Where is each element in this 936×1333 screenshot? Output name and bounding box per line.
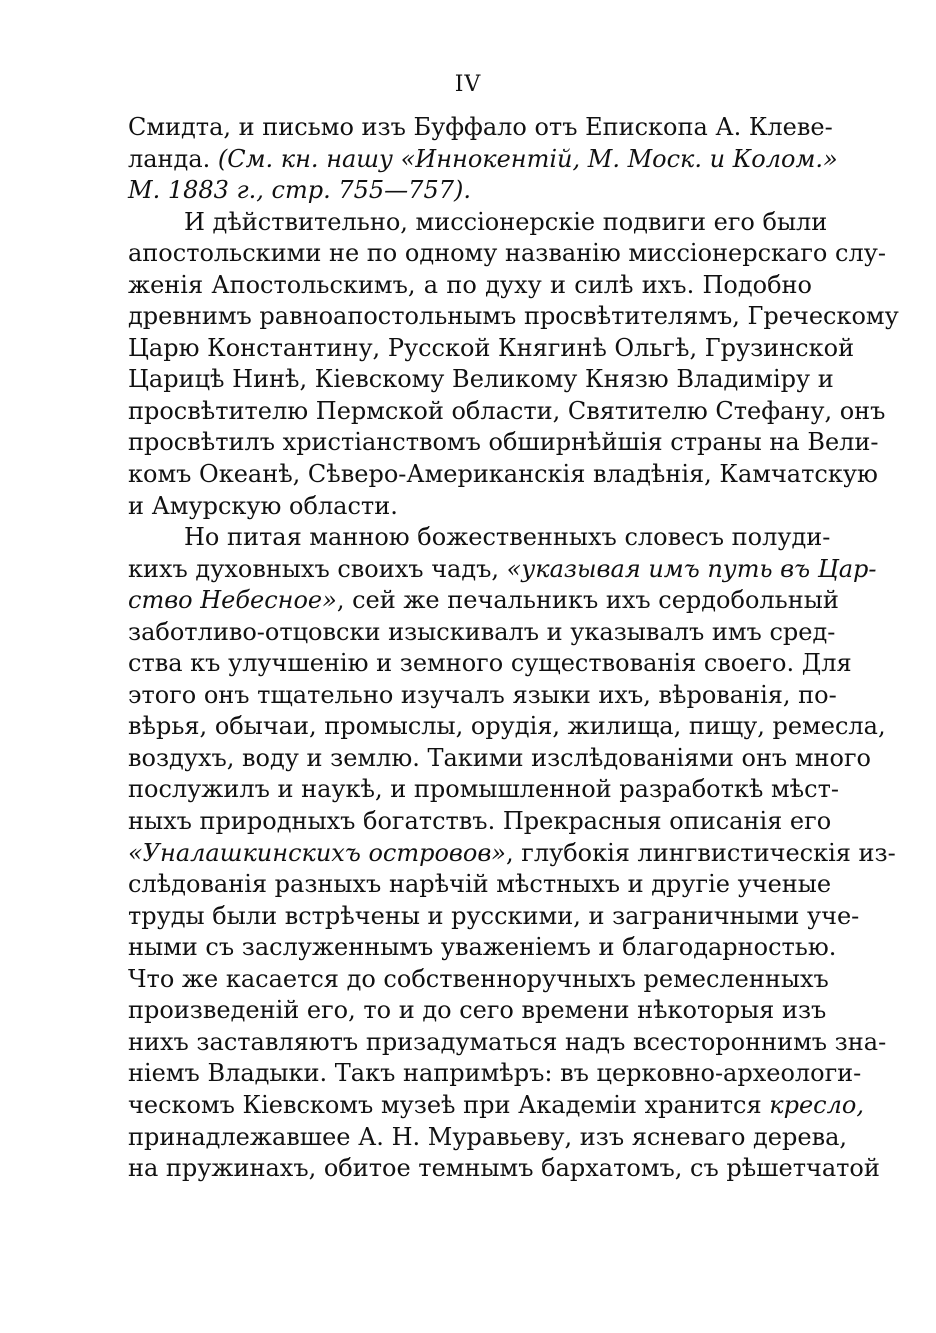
body-text bbox=[128, 112, 899, 1185]
text-segment: И дѣйствительно, миссіонерскіе подвиги его были bbox=[184, 207, 828, 236]
text-segment: кихъ духовныхъ своихъ чадъ, bbox=[128, 554, 507, 583]
text-line bbox=[128, 869, 832, 901]
text-line bbox=[128, 806, 832, 838]
text-segment: ство Небесное» bbox=[128, 586, 337, 615]
text-segment: Смидта, и письмо изъ Буффало отъ Епископа А. Клеве- bbox=[128, 113, 833, 141]
text-segment: ства къ улучшенію и земного существованія своего. Для bbox=[128, 649, 852, 678]
text-segment: просвѣтителю Пермской области, Святителю Стефану, онъ bbox=[128, 396, 886, 425]
text-line bbox=[128, 711, 886, 743]
text-segment: Царицѣ Нинѣ, Кіевскому Великому Князю Владиміру и bbox=[128, 365, 834, 394]
text-segment: «указывая имъ путь въ Цар- bbox=[506, 554, 877, 583]
text-line bbox=[128, 112, 833, 144]
text-segment: и Амурскую области. bbox=[128, 491, 398, 520]
text-segment: произведеній его, то и до сего времени нѣкоторыя изъ bbox=[128, 996, 827, 1025]
text-line bbox=[128, 554, 877, 586]
text-segment: Царю Константину, Русской Княгинѣ Ольгѣ, Грузинской bbox=[128, 333, 855, 362]
text-segment: ныхъ природныхъ богатствъ. Прекрасныя описанія его bbox=[128, 807, 832, 836]
text-line bbox=[128, 270, 812, 302]
text-segment: послужилъ и наукѣ, и промышленной разработкѣ мѣст- bbox=[128, 775, 839, 804]
text-segment: Что же касается до собственноручныхъ ремесленныхъ bbox=[128, 964, 829, 993]
text-line bbox=[128, 175, 812, 207]
text-line bbox=[128, 301, 899, 333]
text-segment: ланда. bbox=[128, 144, 218, 173]
text-segment: нихъ заставляютъ призадуматься надъ всестороннимъ зна- bbox=[128, 1027, 887, 1056]
text-line bbox=[128, 648, 852, 680]
text-segment: , глубокія лингвистическія из- bbox=[506, 838, 896, 867]
text-line bbox=[128, 238, 886, 270]
text-line bbox=[128, 207, 828, 239]
text-line bbox=[128, 364, 834, 396]
text-segment: М. 1883 г., стр. 755—757). bbox=[128, 176, 471, 205]
text-line bbox=[128, 144, 838, 176]
text-line bbox=[128, 1058, 862, 1090]
text-line bbox=[128, 522, 831, 554]
text-line bbox=[128, 1027, 887, 1059]
text-line bbox=[128, 491, 812, 523]
text-line bbox=[128, 838, 896, 870]
text-line bbox=[128, 932, 837, 964]
text-segment: апостольскими не по одному названію миссіонерскаго слу- bbox=[128, 239, 886, 268]
text-line bbox=[128, 427, 879, 459]
text-line bbox=[128, 1122, 848, 1154]
text-line bbox=[128, 964, 829, 996]
text-line bbox=[128, 617, 836, 649]
text-line bbox=[128, 901, 860, 933]
text-line bbox=[128, 774, 839, 806]
text-segment: Но питая манною божественныхъ словесъ полуди- bbox=[184, 523, 831, 552]
text-segment: воздухъ, воду и землю. Такими изслѣдованіями онъ много bbox=[128, 743, 871, 772]
text-line bbox=[128, 1153, 880, 1185]
text-segment: ческомъ Кіевскомъ музеѣ при Академіи хранится bbox=[128, 1090, 770, 1119]
text-segment: кресло, bbox=[769, 1090, 864, 1119]
text-segment: ніемъ Владыки. Такъ напримѣръ: въ церковно-археологи- bbox=[128, 1059, 862, 1088]
text-segment: труды были встрѣчены и русскими, и заграничными уче- bbox=[128, 901, 860, 930]
text-line bbox=[128, 680, 837, 712]
text-segment: ными съ заслуженнымъ уваженіемъ и благодарностью. bbox=[128, 933, 837, 962]
text-segment: древнимъ равноапостольнымъ просвѣтителямъ, Греческому bbox=[128, 302, 899, 331]
text-line bbox=[128, 333, 855, 365]
text-segment: «Уналашкинскихъ островов» bbox=[128, 838, 506, 867]
page-number: IV bbox=[454, 72, 482, 97]
text-segment: принадлежавшее А. Н. Муравьеву, изъ ясневаго дерева, bbox=[128, 1122, 848, 1151]
text-segment: на пружинахъ, обитое темнымъ бархатомъ, съ рѣшетчатой bbox=[128, 1154, 880, 1183]
text-segment: (См. кн. нашу «Иннокентій, М. Моск. и Колом.» bbox=[217, 144, 838, 173]
text-segment: , сей же печальникъ ихъ сердобольный bbox=[336, 586, 839, 615]
text-segment: слѣдованія разныхъ нарѣчій мѣстныхъ и другіе ученые bbox=[128, 870, 832, 899]
text-segment: комъ Океанѣ, Сѣверо-Американскія владѣнія, Камчатскую bbox=[128, 460, 878, 489]
text-segment: заботливо-отцовски изыскивалъ и указывалъ имъ сред- bbox=[128, 617, 836, 646]
text-line bbox=[128, 1090, 864, 1122]
text-segment: этого онъ тщательно изучалъ языки ихъ, вѣрованія, по- bbox=[128, 680, 837, 709]
text-segment: просвѣтилъ христіанствомъ обширнѣйшія страны на Вели- bbox=[128, 428, 879, 457]
text-line bbox=[128, 743, 871, 775]
text-line bbox=[128, 396, 886, 428]
text-line bbox=[128, 585, 839, 617]
text-segment: женія Апостольскимъ, а по духу и силѣ ихъ. Подобно bbox=[128, 270, 812, 299]
text-line bbox=[128, 459, 878, 491]
text-line bbox=[128, 995, 827, 1027]
text-segment: вѣрья, обычаи, промыслы, орудія, жилища, пищу, ремесла, bbox=[128, 712, 886, 741]
